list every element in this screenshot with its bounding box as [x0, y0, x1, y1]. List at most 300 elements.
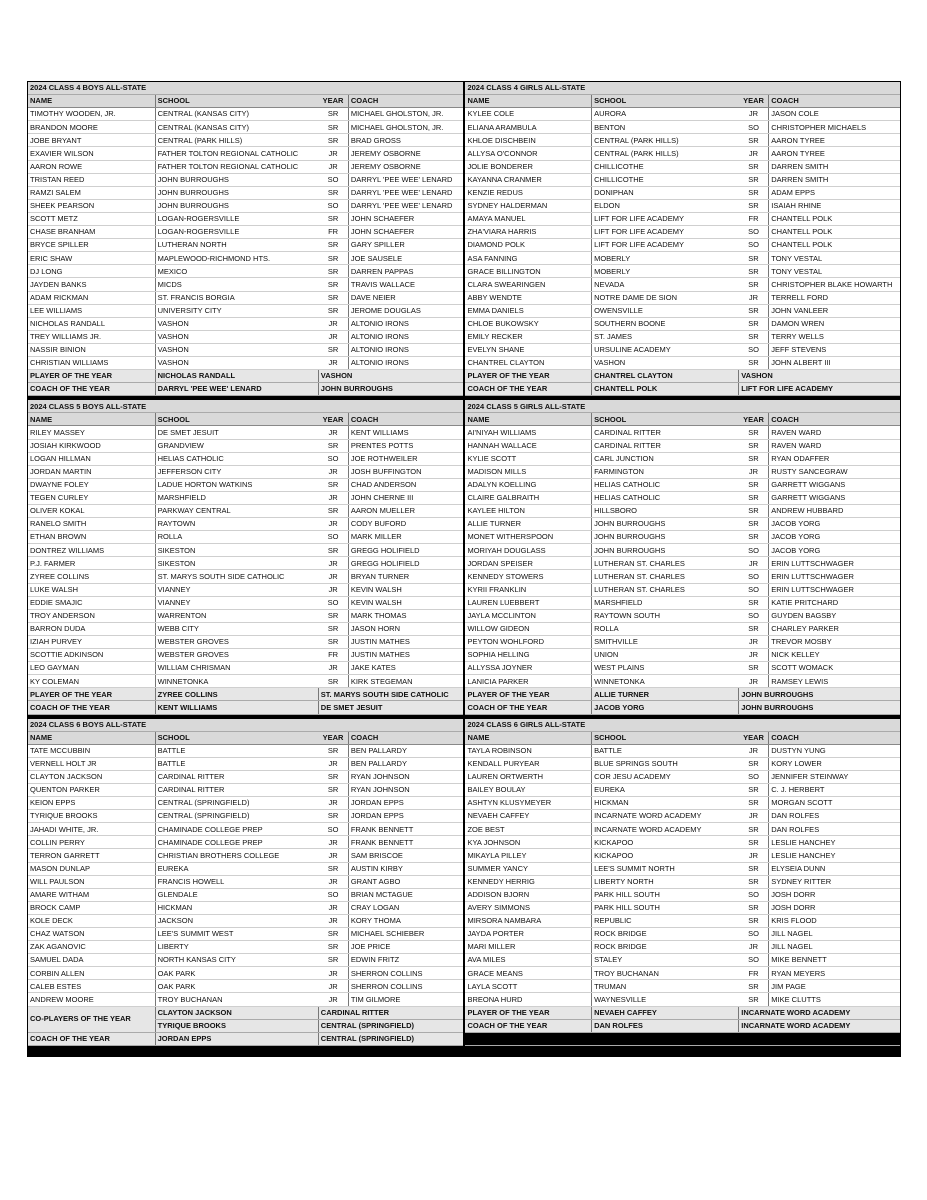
- boys-player-school: MEXICO: [155, 265, 318, 278]
- boys-player-school: LOGAN-ROGERSVILLE: [155, 226, 318, 239]
- boys-player-year: JR: [318, 491, 348, 504]
- table-row: [28, 649, 900, 662]
- left-header-school: SCHOOL: [155, 413, 318, 426]
- boys-player-year: JR: [318, 662, 348, 675]
- table-row: [28, 941, 900, 954]
- boys-player-name: LEO GAYMAN: [28, 662, 155, 675]
- table-row: [28, 849, 900, 862]
- table-row: [28, 823, 900, 836]
- girls-player-name: ASA FANNING: [464, 252, 591, 265]
- girls-award-winner: NEVAEH CAFFEY: [592, 1006, 739, 1019]
- boys-award-school: DE SMET JESUIT: [318, 701, 464, 714]
- girls-player-coach: CHANTELL POLK: [769, 239, 900, 252]
- boys-player-year: JR: [318, 426, 348, 439]
- girls-player-year: JR: [739, 744, 769, 757]
- girls-player-coach: ANDREW HUBBARD: [769, 505, 900, 518]
- right-header-name: NAME: [464, 95, 591, 108]
- boys-player-name: AARON ROWE: [28, 160, 155, 173]
- boys-player-year: JR: [318, 901, 348, 914]
- girls-player-name: AVERY SIMMONS: [464, 901, 591, 914]
- right-header-school: SCHOOL: [592, 731, 739, 744]
- girls-player-name: SUMMER YANCY: [464, 862, 591, 875]
- boys-player-year: SR: [318, 941, 348, 954]
- boys-award-winner: NICHOLAS RANDALL: [155, 370, 318, 383]
- boys-player-school: TROY BUCHANAN: [155, 993, 318, 1006]
- boys-award-school: ST. MARYS SOUTH SIDE CATHOLIC: [318, 688, 464, 701]
- girls-player-name: TAYLA ROBINSON: [464, 744, 591, 757]
- boys-player-coach: JUSTIN MATHES: [348, 649, 464, 662]
- girls-award-winner: JACOB YORG: [592, 701, 739, 714]
- boys-player-coach: MARK MILLER: [348, 531, 464, 544]
- right-header-name: NAME: [464, 413, 591, 426]
- table-row: [28, 186, 900, 199]
- boys-player-coach: GRANT AGBO: [348, 875, 464, 888]
- table-row: [28, 108, 900, 121]
- boys-player-name: MASON DUNLAP: [28, 862, 155, 875]
- table-row: [28, 757, 900, 770]
- boys-player-name: OLIVER KOKAL: [28, 505, 155, 518]
- boys-award-winner: DARRYL 'PEE WEE' LENARD: [155, 383, 318, 396]
- left-header-year: YEAR: [318, 95, 348, 108]
- award-row: [28, 1006, 900, 1019]
- boys-player-school: VASHON: [155, 330, 318, 343]
- boys-player-name: IZIAH PURVEY: [28, 635, 155, 648]
- right-header-coach: COACH: [769, 413, 900, 426]
- girls-player-coach: DAN ROLFES: [769, 810, 900, 823]
- boys-player-coach: BRYAN TURNER: [348, 570, 464, 583]
- girls-player-name: KENNEDY HERRIG: [464, 875, 591, 888]
- boys-player-school: MARSHFIELD: [155, 491, 318, 504]
- boys-player-coach: JORDAN EPPS: [348, 810, 464, 823]
- girls-player-name: MARI MILLER: [464, 941, 591, 954]
- boys-player-school: LUTHERAN NORTH: [155, 239, 318, 252]
- boys-player-year: JR: [318, 914, 348, 927]
- boys-player-school: VIANNEY: [155, 596, 318, 609]
- girls-player-coach: RUSTY SANCEGRAW: [769, 465, 900, 478]
- girls-player-coach: JENNIFER STEINWAY: [769, 770, 900, 783]
- girls-player-school: ROCK BRIDGE: [592, 941, 739, 954]
- boys-player-coach: JOHN SCHAEFER: [348, 212, 464, 225]
- boys-player-name: COLLIN PERRY: [28, 836, 155, 849]
- girls-player-school: NEVADA: [592, 278, 739, 291]
- girls-player-coach: SCOTT WOMACK: [769, 662, 900, 675]
- boys-player-year: SO: [318, 173, 348, 186]
- boys-player-coach: JOE PRICE: [348, 941, 464, 954]
- girls-player-school: CHILLICOTHE: [592, 173, 739, 186]
- boys-player-year: JR: [318, 836, 348, 849]
- boys-player-school: JACKSON: [155, 914, 318, 927]
- left-header-name: NAME: [28, 413, 155, 426]
- girls-player-year: SR: [739, 491, 769, 504]
- girls-player-name: AMAYA MANUEL: [464, 212, 591, 225]
- boys-player-school: LIBERTY: [155, 941, 318, 954]
- boys-player-coach: RYAN JOHNSON: [348, 783, 464, 796]
- girls-player-name: MONET WITHERSPOON: [464, 531, 591, 544]
- table-row: [28, 810, 900, 823]
- girls-player-school: INCARNATE WORD ACADEMY: [592, 810, 739, 823]
- award-row: [28, 1032, 900, 1045]
- girls-player-coach: CHRISTOPHER MICHAELS: [769, 121, 900, 134]
- girls-player-school: BLUE SPRINGS SOUTH: [592, 757, 739, 770]
- girls-player-coach: CHANTELL POLK: [769, 226, 900, 239]
- boys-player-name: RAMZI SALEM: [28, 186, 155, 199]
- boys-player-name: ANDREW MOORE: [28, 993, 155, 1006]
- boys-player-coach: BRIAN MCTAGUE: [348, 888, 464, 901]
- table-row: [28, 426, 900, 439]
- table-row: [28, 954, 900, 967]
- boys-award-school: JOHN BURROUGHS: [318, 383, 464, 396]
- girls-player-name: JAYDA PORTER: [464, 928, 591, 941]
- girls-player-name: EMMA DANIELS: [464, 304, 591, 317]
- boys-player-school: CHAMINADE COLLEGE PREP: [155, 823, 318, 836]
- boys-player-school: OAK PARK: [155, 967, 318, 980]
- girls-player-year: SR: [739, 426, 769, 439]
- boys-player-coach: DAVE NEIER: [348, 291, 464, 304]
- boys-player-coach: MICHAEL GHOLSTON, JR.: [348, 108, 464, 121]
- boys-player-coach: AUSTIN KIRBY: [348, 862, 464, 875]
- table-row: [28, 797, 900, 810]
- girls-player-year: JR: [739, 147, 769, 160]
- girls-player-school: ROCK BRIDGE: [592, 928, 739, 941]
- table-row: [28, 356, 900, 369]
- girls-player-year: SR: [739, 186, 769, 199]
- boys-player-name: TREY WILLIAMS JR.: [28, 330, 155, 343]
- girls-player-school: CARDINAL RITTER: [592, 426, 739, 439]
- girls-coach-school: INCARNATE WORD ACADEMY: [739, 1019, 900, 1032]
- girls-player-coach: TONY VESTAL: [769, 265, 900, 278]
- boys-player-coach: JOE ROTHWEILER: [348, 452, 464, 465]
- girls-award-school: INCARNATE WORD ACADEMY: [739, 1006, 900, 1019]
- boys-player-year: SO: [318, 531, 348, 544]
- girls-player-school: LIBERTY NORTH: [592, 875, 739, 888]
- girls-player-coach: RYAN MEYERS: [769, 967, 900, 980]
- table-row: [28, 609, 900, 622]
- girls-player-coach: JACOB YORG: [769, 518, 900, 531]
- boys-player-year: SR: [318, 744, 348, 757]
- girls-player-coach: RAVEN WARD: [769, 426, 900, 439]
- girls-player-school: AURORA: [592, 108, 739, 121]
- girls-player-name: PEYTON WOHLFORD: [464, 635, 591, 648]
- table-row: [28, 675, 900, 688]
- boys-player-coach: DARRYL 'PEE WEE' LENARD: [348, 186, 464, 199]
- boys-player-coach: ALTONIO IRONS: [348, 330, 464, 343]
- boys-player-year: JR: [318, 993, 348, 1006]
- girls-player-name: BAILEY BOULAY: [464, 783, 591, 796]
- boys-player-year: JR: [318, 465, 348, 478]
- boys-player-name: ZAK AGANOVIC: [28, 941, 155, 954]
- girls-player-coach: TERRY WELLS: [769, 330, 900, 343]
- girls-player-year: SR: [739, 914, 769, 927]
- table-row: [28, 121, 900, 134]
- girls-player-name: KAYLEE HILTON: [464, 505, 591, 518]
- girls-award-winner: CHANTELL POLK: [592, 383, 739, 396]
- girls-player-name: ELIANA ARAMBULA: [464, 121, 591, 134]
- award-row: [28, 688, 900, 701]
- boys-player-school: WEBSTER GROVES: [155, 635, 318, 648]
- boys-player-year: FR: [318, 649, 348, 662]
- girls-player-school: ELDON: [592, 199, 739, 212]
- left-header-school: SCHOOL: [155, 95, 318, 108]
- girls-player-name: NEVAEH CAFFEY: [464, 810, 591, 823]
- girls-player-coach: AARON TYREE: [769, 147, 900, 160]
- boys-player-coach: BRAD GROSS: [348, 134, 464, 147]
- girls-player-name: KENNEDY STOWERS: [464, 570, 591, 583]
- girls-player-coach: KATIE PRITCHARD: [769, 596, 900, 609]
- girls-player-coach: CHANTELL POLK: [769, 212, 900, 225]
- boys-player-school: VASHON: [155, 356, 318, 369]
- girls-player-coach: LESLIE HANCHEY: [769, 836, 900, 849]
- girls-player-name: KENZIE REDUS: [464, 186, 591, 199]
- boys-player-school: CENTRAL (SPRINGFIELD): [155, 797, 318, 810]
- boys-player-school: WEBSTER GROVES: [155, 649, 318, 662]
- girls-player-name: LAUREN ORTWERTH: [464, 770, 591, 783]
- boys-player-coach: DARRYL 'PEE WEE' LENARD: [348, 173, 464, 186]
- boys-player-coach: JOSH BUFFINGTON: [348, 465, 464, 478]
- boys-player-year: SR: [318, 622, 348, 635]
- boys-player-name: JOBE BRYANT: [28, 134, 155, 147]
- girls-player-school: NOTRE DAME DE SION: [592, 291, 739, 304]
- girls-player-name: JOLIE BONDERER: [464, 160, 591, 173]
- girls-player-year: SO: [739, 343, 769, 356]
- boys-player-name: SAMUEL DADA: [28, 954, 155, 967]
- boys-section-title: 2024 CLASS 6 BOYS ALL-STATE: [28, 719, 464, 732]
- left-header-name: NAME: [28, 731, 155, 744]
- footer-bar: [28, 1045, 900, 1056]
- boys-player-year: SO: [318, 596, 348, 609]
- boys-player-school: VASHON: [155, 317, 318, 330]
- table-row: [28, 635, 900, 648]
- girls-player-name: LAYLA SCOTT: [464, 980, 591, 993]
- girls-player-school: LUTHERAN ST. CHARLES: [592, 570, 739, 583]
- girls-player-name: SYDNEY HALDERMAN: [464, 199, 591, 212]
- boys-player-year: SR: [318, 783, 348, 796]
- boys-player-name: NICHOLAS RANDALL: [28, 317, 155, 330]
- boys-player-coach: JOHN SCHAEFER: [348, 226, 464, 239]
- girls-player-coach: JIM PAGE: [769, 980, 900, 993]
- boys-player-coach: TRAVIS WALLACE: [348, 278, 464, 291]
- table-row: [28, 134, 900, 147]
- boys-player-year: SR: [318, 252, 348, 265]
- boys-player-coach: SHERRON COLLINS: [348, 980, 464, 993]
- table-row: [28, 531, 900, 544]
- boys-player-year: SR: [318, 810, 348, 823]
- boys-player-school: CHAMINADE COLLEGE PREP: [155, 836, 318, 849]
- boys-player-name: TATE MCCUBBIN: [28, 744, 155, 757]
- girls-player-year: SR: [739, 783, 769, 796]
- girls-player-year: SR: [739, 836, 769, 849]
- girls-player-school: MOBERLY: [592, 252, 739, 265]
- girls-player-school: DONIPHAN: [592, 186, 739, 199]
- girls-player-year: SO: [739, 954, 769, 967]
- girls-player-year: SR: [739, 505, 769, 518]
- boys-player-name: KEION EPPS: [28, 797, 155, 810]
- table-row: [28, 505, 900, 518]
- girls-player-coach: DARREN SMITH: [769, 173, 900, 186]
- boys-player-name: BROCK CAMP: [28, 901, 155, 914]
- boys-player-school: LOGAN-ROGERSVILLE: [155, 212, 318, 225]
- boys-player-school: PARKWAY CENTRAL: [155, 505, 318, 518]
- boys-coach-school: CENTRAL (SPRINGFIELD): [318, 1032, 464, 1045]
- girls-player-coach: RAVEN WARD: [769, 439, 900, 452]
- girls-player-name: SOPHIA HELLING: [464, 649, 591, 662]
- girls-award-label: PLAYER OF THE YEAR: [464, 370, 591, 383]
- boys-award-label: COACH OF THE YEAR: [28, 383, 155, 396]
- all-state-sheet: [27, 81, 901, 1057]
- girls-player-year: SR: [739, 862, 769, 875]
- boys-coach-label: COACH OF THE YEAR: [28, 1032, 155, 1045]
- girls-player-name: ALLYSSA JOYNER: [464, 662, 591, 675]
- girls-player-school: CENTRAL (PARK HILLS): [592, 134, 739, 147]
- girls-player-year: SR: [739, 330, 769, 343]
- girls-player-school: CARDINAL RITTER: [592, 439, 739, 452]
- girls-player-name: MADISON MILLS: [464, 465, 591, 478]
- boys-player-coach: GREGG HOLIFIELD: [348, 557, 464, 570]
- girls-player-school: STALEY: [592, 954, 739, 967]
- girls-player-school: HELIAS CATHOLIC: [592, 491, 739, 504]
- boys-player-school: MICDS: [155, 278, 318, 291]
- boys-player-name: TIMOTHY WOODEN, JR.: [28, 108, 155, 121]
- girls-player-name: EMILY RECKER: [464, 330, 591, 343]
- boys-player-name: DONTREZ WILLIAMS: [28, 544, 155, 557]
- girls-player-year: JR: [739, 675, 769, 688]
- girls-player-name: KAYANNA CRANMER: [464, 173, 591, 186]
- boys-player-year: SR: [318, 343, 348, 356]
- girls-player-name: EVELYN SHANE: [464, 343, 591, 356]
- girls-player-coach: CHARLEY PARKER: [769, 622, 900, 635]
- left-header-year: YEAR: [318, 731, 348, 744]
- boys-player-year: JR: [318, 356, 348, 369]
- girls-player-school: VASHON: [592, 356, 739, 369]
- section-title-row: [28, 719, 900, 732]
- boys-player-name: RANELO SMITH: [28, 518, 155, 531]
- girls-player-coach: DUSTYN YUNG: [769, 744, 900, 757]
- boys-player-coach: ALTONIO IRONS: [348, 343, 464, 356]
- girls-player-name: DIAMOND POLK: [464, 239, 591, 252]
- boys-player-year: SR: [318, 478, 348, 491]
- girls-player-name: KENDALL PURYEAR: [464, 757, 591, 770]
- table-row: [28, 914, 900, 927]
- boys-player-coach: MARK THOMAS: [348, 609, 464, 622]
- table-row: [28, 465, 900, 478]
- boys-player-coach: BEN PALLARDY: [348, 757, 464, 770]
- boys-player-coach: JOHN CHERNE III: [348, 491, 464, 504]
- girls-player-name: JAYLA MCCLINTON: [464, 609, 591, 622]
- boys-player-school: SIKESTON: [155, 557, 318, 570]
- footer-bar-fill: [28, 1045, 900, 1056]
- boys-player-year: SR: [318, 121, 348, 134]
- boys-player-school: GRANDVIEW: [155, 439, 318, 452]
- table-row: [28, 330, 900, 343]
- girls-player-name: LAUREN LUEBBERT: [464, 596, 591, 609]
- boys-player-name: LOGAN HILLMAN: [28, 452, 155, 465]
- girls-player-year: FR: [739, 967, 769, 980]
- boys-player-name: ZYREE COLLINS: [28, 570, 155, 583]
- girls-player-school: RAYTOWN SOUTH: [592, 609, 739, 622]
- right-header-coach: COACH: [769, 95, 900, 108]
- girls-player-year: FR: [739, 212, 769, 225]
- boys-player-year: JR: [318, 160, 348, 173]
- girls-player-name: MIKAYLA PILLEY: [464, 849, 591, 862]
- boys-player-name: BRYCE SPILLER: [28, 239, 155, 252]
- girls-player-year: SR: [739, 304, 769, 317]
- girls-player-school: LUTHERAN ST. CHARLES: [592, 557, 739, 570]
- boys-player-school: OAK PARK: [155, 980, 318, 993]
- girls-player-school: LIFT FOR LIFE ACADEMY: [592, 212, 739, 225]
- boys-player-school: BATTLE: [155, 744, 318, 757]
- boys-player-school: FATHER TOLTON REGIONAL CATHOLIC: [155, 160, 318, 173]
- girls-player-year: SO: [739, 121, 769, 134]
- boys-player-year: SR: [318, 954, 348, 967]
- girls-player-year: SO: [739, 570, 769, 583]
- girls-player-coach: ELYSEIA DUNN: [769, 862, 900, 875]
- boys-player-year: SR: [318, 635, 348, 648]
- table-row: [28, 226, 900, 239]
- girls-player-year: JR: [739, 291, 769, 304]
- girls-player-coach: JEFF STEVENS: [769, 343, 900, 356]
- boys-player-school: CENTRAL (KANSAS CITY): [155, 121, 318, 134]
- boys-player-year: JR: [318, 757, 348, 770]
- boys-player-coach: CHAD ANDERSON: [348, 478, 464, 491]
- girls-player-year: SR: [739, 317, 769, 330]
- girls-player-coach: RYAN ODAFFER: [769, 452, 900, 465]
- girls-player-coach: CHRISTOPHER BLAKE HOWARTH: [769, 278, 900, 291]
- boys-player-coach: SHERRON COLLINS: [348, 967, 464, 980]
- girls-player-school: COR JESU ACADEMY: [592, 770, 739, 783]
- boys-player-coach: CODY BUFORD: [348, 518, 464, 531]
- girls-player-school: ROLLA: [592, 622, 739, 635]
- boys-player-coach: TIM GILMORE: [348, 993, 464, 1006]
- girls-player-year: SR: [739, 757, 769, 770]
- column-header-row: [28, 95, 900, 108]
- boys-player-school: SIKESTON: [155, 544, 318, 557]
- girls-player-coach: JOHN ALBERT III: [769, 356, 900, 369]
- table-row: [28, 744, 900, 757]
- girls-player-school: FARMINGTON: [592, 465, 739, 478]
- girls-player-name: GRACE MEANS: [464, 967, 591, 980]
- boys-award-label: COACH OF THE YEAR: [28, 701, 155, 714]
- boys-player-school: BATTLE: [155, 757, 318, 770]
- girls-player-coach: TONY VESTAL: [769, 252, 900, 265]
- boys-player-name: WILL PAULSON: [28, 875, 155, 888]
- boys-player-name: KOLE DECK: [28, 914, 155, 927]
- girls-player-name: ZOE BEST: [464, 823, 591, 836]
- boys-player-school: GLENDALE: [155, 888, 318, 901]
- girls-player-name: ADALYN KOELLING: [464, 478, 591, 491]
- boys-player-name: CALEB ESTES: [28, 980, 155, 993]
- boys-player-name: TERRON GARRETT: [28, 849, 155, 862]
- girls-award-school: LIFT FOR LIFE ACADEMY: [739, 383, 900, 396]
- award-row: [28, 383, 900, 396]
- girls-player-coach: KRIS FLOOD: [769, 914, 900, 927]
- girls-player-name: ALLYSA O'CONNOR: [464, 147, 591, 160]
- girls-player-name: ABBY WENDTE: [464, 291, 591, 304]
- table-row: [28, 265, 900, 278]
- boys-player-year: SO: [318, 823, 348, 836]
- girls-player-year: SR: [739, 797, 769, 810]
- girls-player-year: SR: [739, 265, 769, 278]
- boys-player-year: JR: [318, 849, 348, 862]
- boys-player-year: SO: [318, 452, 348, 465]
- boys-player-coach: JORDAN EPPS: [348, 797, 464, 810]
- boys-player-year: SR: [318, 212, 348, 225]
- girls-player-school: CHILLICOTHE: [592, 160, 739, 173]
- co-player-1-school: CARDINAL RITTER: [318, 1006, 464, 1019]
- girls-player-coach: TREVOR MOSBY: [769, 635, 900, 648]
- right-header-year: YEAR: [739, 95, 769, 108]
- boys-award-school: VASHON: [318, 370, 464, 383]
- girls-section-title: 2024 CLASS 6 GIRLS ALL-STATE: [464, 719, 900, 732]
- girls-player-school: OWENSVILLE: [592, 304, 739, 317]
